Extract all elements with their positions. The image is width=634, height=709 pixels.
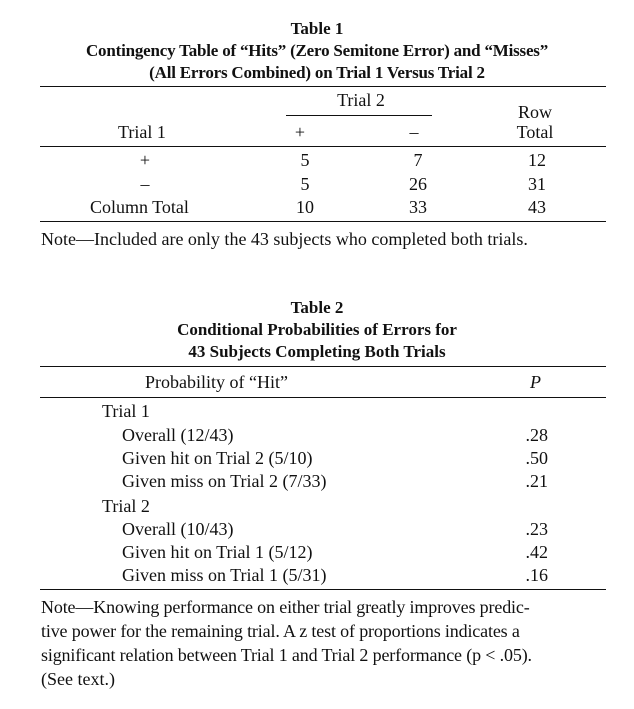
- table2-row-label: Overall (12/43): [122, 425, 234, 445]
- table2-row-label: Given miss on Trial 1 (5/31): [122, 565, 327, 585]
- table2-row-label: Given hit on Trial 1 (5/12): [122, 542, 313, 562]
- table2-title: Table 2: [290, 298, 344, 317]
- table1-header-rule: [40, 146, 606, 147]
- table1-header-row-total-1: Row: [517, 102, 552, 122]
- table2-note-line: significant relation between Trial 1 and Trial 2 performance (p < .05).: [41, 645, 532, 665]
- table2-row-p: .23: [525, 519, 548, 539]
- table1-cell-plus: 10: [296, 197, 314, 217]
- table2-top-rule: [40, 366, 606, 367]
- table1-top-rule: [40, 86, 606, 87]
- table2-caption-line2: 43 Subjects Completing Both Trials: [188, 342, 446, 361]
- table2-header-probability: Probability of “Hit”: [145, 372, 288, 392]
- table1-header-plus: +: [294, 122, 306, 142]
- table1-cell-minus: 26: [409, 174, 427, 194]
- table1-row-label: –: [140, 174, 150, 194]
- table1-cell-total: 43: [528, 197, 546, 217]
- table2-row-label: Given hit on Trial 2 (5/10): [122, 448, 313, 468]
- table1-row-label: Column Total: [90, 197, 189, 217]
- table1-cell-minus: 7: [413, 150, 423, 170]
- table1-cell-total: 12: [528, 150, 546, 170]
- table2-header-p: P: [530, 372, 541, 392]
- table1-header-trial1: Trial 1: [118, 122, 166, 142]
- table2-row-p: .28: [525, 425, 548, 445]
- table2-note-line: Note—Knowing performance on either trial greatly improves predic-: [41, 597, 530, 617]
- table1-cell-total: 31: [528, 174, 546, 194]
- table2-caption-line1: Conditional Probabilities of Errors for: [177, 320, 457, 339]
- table2-note-line: (See text.): [41, 669, 115, 689]
- table1-trial2-rule: [286, 115, 432, 116]
- table2-row-p: .42: [525, 542, 548, 562]
- table2-header-rule: [40, 397, 606, 398]
- table2-row-p: .21: [525, 471, 548, 491]
- table1-cell-minus: 33: [409, 197, 427, 217]
- table1-title: Table 1: [290, 19, 344, 38]
- table2-row-label: Given miss on Trial 2 (7/33): [122, 471, 327, 491]
- table1-caption-line2: (All Errors Combined) on Trial 1 Versus Trial 2: [149, 63, 485, 82]
- table2-row-p: .16: [525, 565, 548, 585]
- table2-group-label: Trial 1: [102, 401, 150, 421]
- table1-bottom-rule: [40, 221, 606, 222]
- table2-note-line: tive power for the remaining trial. A z test of proportions indicates a: [41, 621, 520, 641]
- table1-row-label: +: [139, 150, 151, 170]
- table1-caption-line1: Contingency Table of “Hits” (Zero Semitone Error) and “Misses”: [85, 41, 549, 60]
- table1-header-trial2: Trial 2: [337, 90, 385, 110]
- table1-cell-plus: 5: [300, 150, 310, 170]
- table1-cell-plus: 5: [300, 174, 310, 194]
- table1-note: Note—Included are only the 43 subjects who completed both trials.: [41, 229, 528, 249]
- table2-bottom-rule: [40, 589, 606, 590]
- table2-group-label: Trial 2: [102, 496, 150, 516]
- table1-header-row-total-2: Total: [516, 122, 554, 142]
- table2-row-p: .50: [525, 448, 548, 468]
- table1-header-minus: –: [409, 122, 419, 142]
- table2-row-label: Overall (10/43): [122, 519, 234, 539]
